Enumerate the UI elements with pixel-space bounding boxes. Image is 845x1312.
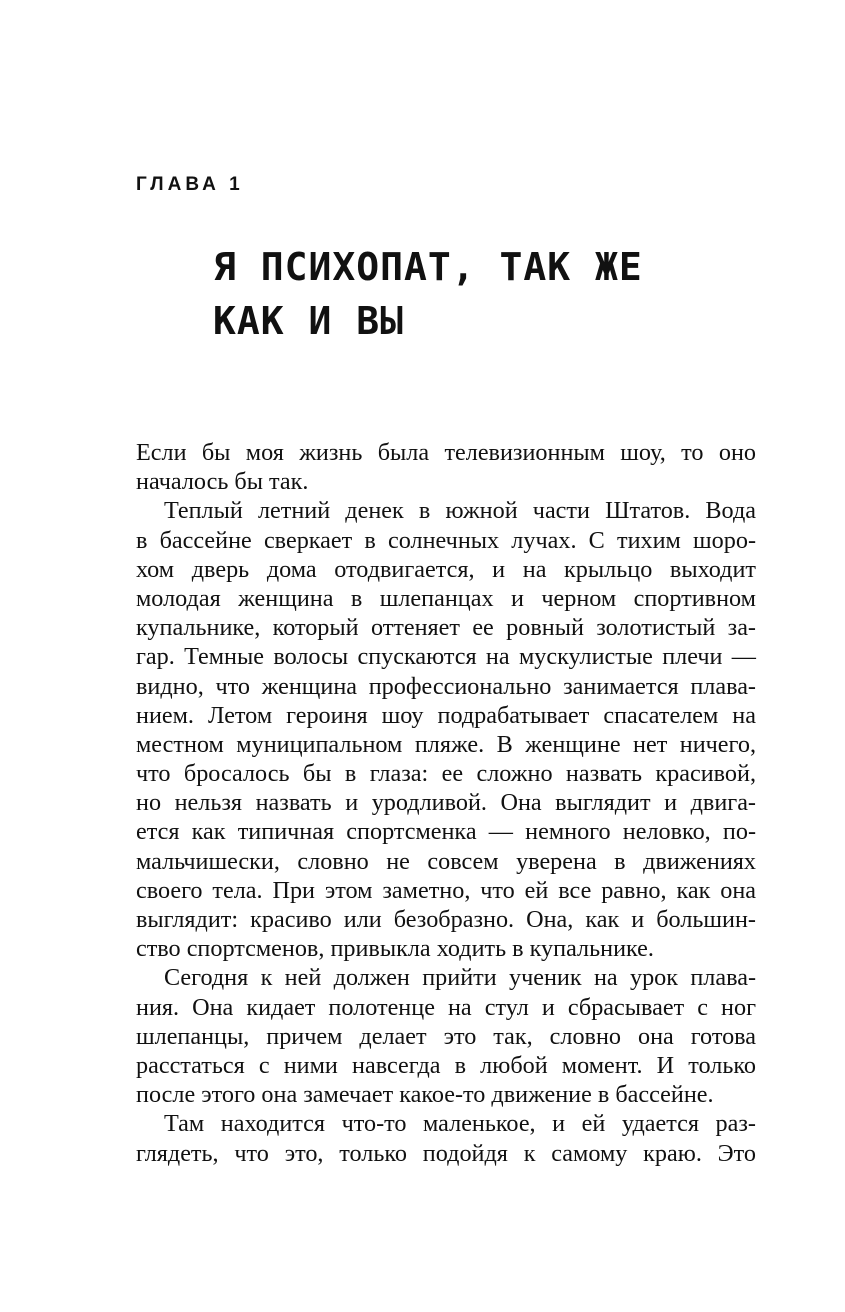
text-line: купальнике, который оттеняет ее ровный золотистый за- [136, 614, 756, 642]
text-line: расстаться с ними навсегда в любой момент. И только [136, 1051, 756, 1079]
text-line: видно, что женщина профессионально занимается плава- [136, 672, 756, 700]
text-line: выглядит: красиво или безобразно. Она, как и большин- [136, 906, 756, 933]
text-line: Теплый летний денек в южной части Штатов. Вода [164, 497, 756, 525]
text-line: глядеть, что это, только подойдя к самому краю. Это [136, 1139, 756, 1167]
text-line: что бросалось бы в глаза: ее сложно назвать красивой, [136, 760, 756, 788]
text-line: ния. Она кидает полотенце на стул и сбрасывает с ног [136, 993, 756, 1021]
text-line: гар. Темные волосы спускаются на мускулистые плечи — [136, 643, 756, 671]
chapter-label: ГЛАВА 1 [136, 174, 244, 195]
text-line: своего тела. При этом заметно, что ей все равно, как она [136, 876, 756, 904]
text-line: молодая женщина в шлепанцах и черном спортивном [136, 584, 756, 612]
text-line: в бассейне сверкает в солнечных лучах. С тихим шоро- [136, 526, 756, 554]
text-line: Сегодня к ней должен прийти ученик на урок плава- [164, 964, 756, 992]
text-line: хом дверь дома отодвигается, и на крыльцо выходит [136, 555, 756, 583]
text-line: нием. Летом героиня шоу подрабатывает спасателем на [136, 701, 756, 729]
text-line: после этого она замечает какое-то движение в бассейне. [136, 1081, 714, 1109]
text-line: ство спортсменов, привыкла ходить в купальнике. [136, 935, 654, 963]
body-text [136, 438, 756, 1168]
chapter-title-line-1: Я ПСИХОПАТ, ТАК ЖЕ [213, 245, 643, 289]
text-line: мальчишески, словно не совсем уверена в движениях [136, 847, 756, 875]
chapter-title-line-2: КАК И ВЫ [213, 299, 405, 343]
text-line: местном муниципальном пляже. В женщине нет ничего, [136, 730, 756, 758]
chapter-title [213, 240, 773, 348]
text-line: шлепанцы, причем делает это так, словно она готова [136, 1022, 756, 1050]
text-line: началось бы так. [136, 468, 309, 496]
text-line: Там находится что-то маленькое, и ей удается раз- [164, 1110, 756, 1138]
text-line: Если бы моя жизнь была телевизионным шоу, то оно [136, 439, 756, 466]
text-line: ется как типичная спортсменка — немного неловко, по- [136, 818, 756, 846]
text-line: но нельзя назвать и уродливой. Она выглядит и двига- [136, 789, 756, 817]
